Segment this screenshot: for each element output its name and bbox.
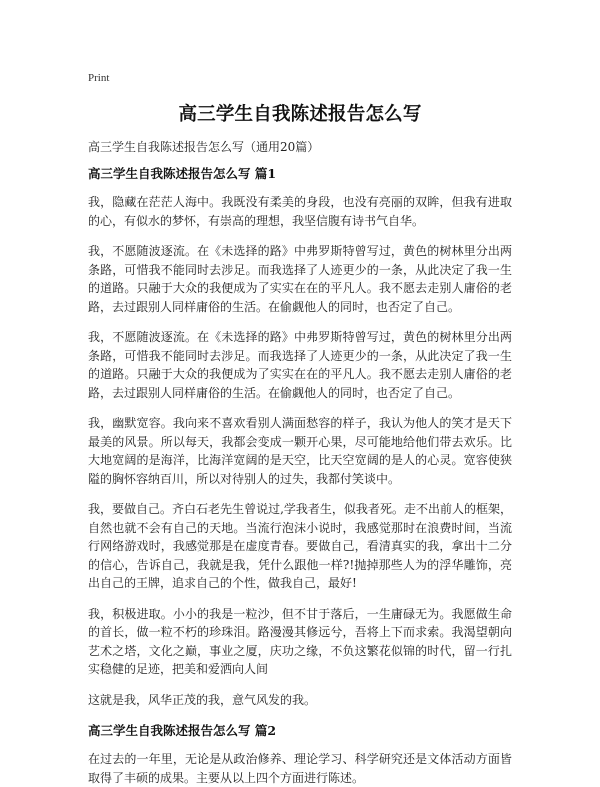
- section-1: [88, 164, 512, 709]
- document-title: 高三学生自我陈述报告怎么写: [178, 104, 422, 125]
- section-heading: 高三学生自我陈述报告怎么写 篇2: [88, 723, 277, 738]
- paragraph: 我，不愿随波逐流。在《未选择的路》中弗罗斯特曾写过，黄色的树林里分出两条路，可惜我不能同时去涉足。而我选择了人迹更少的一条，从此决定了我一生的道路。只融于大众的我便成为了实实在在的平凡人。我不愿去走别人庸俗的老路，去过跟别人同样庸俗的生活。在偷觑他人的同时，也否定了自己。: [88, 330, 512, 400]
- paragraph: 我，要做自己。齐白石老先生曾说过,学我者生，似我者死。走不出前人的框架，自然也就不会有自己的天地。当流行泡沫小说时，我感觉那时在浪费时间，当流行网络游戏时，我感觉那是在虚度青春。要做自己，看清真实的我，拿出十二分的信心，告诉自己，我就是我，凭什么跟他一样?!抛掉那些人为的浮华雕饰，亮出自己的王牌，追求自己的个性，做我自己，最好!: [88, 502, 512, 590]
- paragraph: 在过去的一年里，无论是从政治修养、理论学习、科学研究还是文体活动方面皆取得了丰硕的成果。主要从以上四个方面进行陈述。: [88, 752, 512, 785]
- paragraph: 这就是我，风华正茂的我，意气风发的我。: [88, 692, 317, 707]
- document-subtitle: 高三学生自我陈述报告怎么写（通用20篇）: [88, 140, 320, 154]
- paragraph: 我，积极进取。小小的我是一粒沙，但不甘于落后，一生庸碌无为。我愿做生命的首长，做一粒不朽的珍珠泪。路漫漫其修远兮，吾将上下而求索。我渴望朝向艺术之塔，文化之巅，事业之厦，庆功之缘，不负这繁花似锦的时代，留一行扎实稳健的足迹，把美和爱洒向人间: [88, 606, 512, 676]
- print-label: Print: [88, 72, 110, 84]
- paragraph: 我，幽默宽容。我向来不喜欢看别人满面愁容的样子，我认为他人的笑才是天下最美的风景。所以每天，我都会变成一颗开心果，尽可能地给他们带去欢乐。比大地宽阔的是海洋，比海洋宽阔的是天空，比天空宽阔的是人的心灵。宽容使狭隘的胸怀容纳百川，所以对待别人的过失，我都付笑谈中。: [88, 416, 512, 486]
- paragraph: 我，隐藏在茫茫人海中。我既没有柔美的身段，也没有亮丽的双眸，但我有进取的心，有似水的梦怀，有崇高的理想，我坚信腹有诗书气自华。: [88, 195, 512, 228]
- paragraph: 我，不愿随波逐流。在《未选择的路》中弗罗斯特曾写过，黄色的树林里分出两条路，可惜我不能同时去涉足。而我选择了人迹更少的一条，从此决定了我一生的道路。只融于大众的我便成为了实实在在的平凡人。我不愿去走别人庸俗的老路，去过跟别人同样庸俗的生活。在偷觑他人的同时，也否定了自己。: [88, 244, 512, 314]
- section-2: [88, 721, 512, 787]
- section-heading: 高三学生自我陈述报告怎么写 篇1: [88, 166, 277, 181]
